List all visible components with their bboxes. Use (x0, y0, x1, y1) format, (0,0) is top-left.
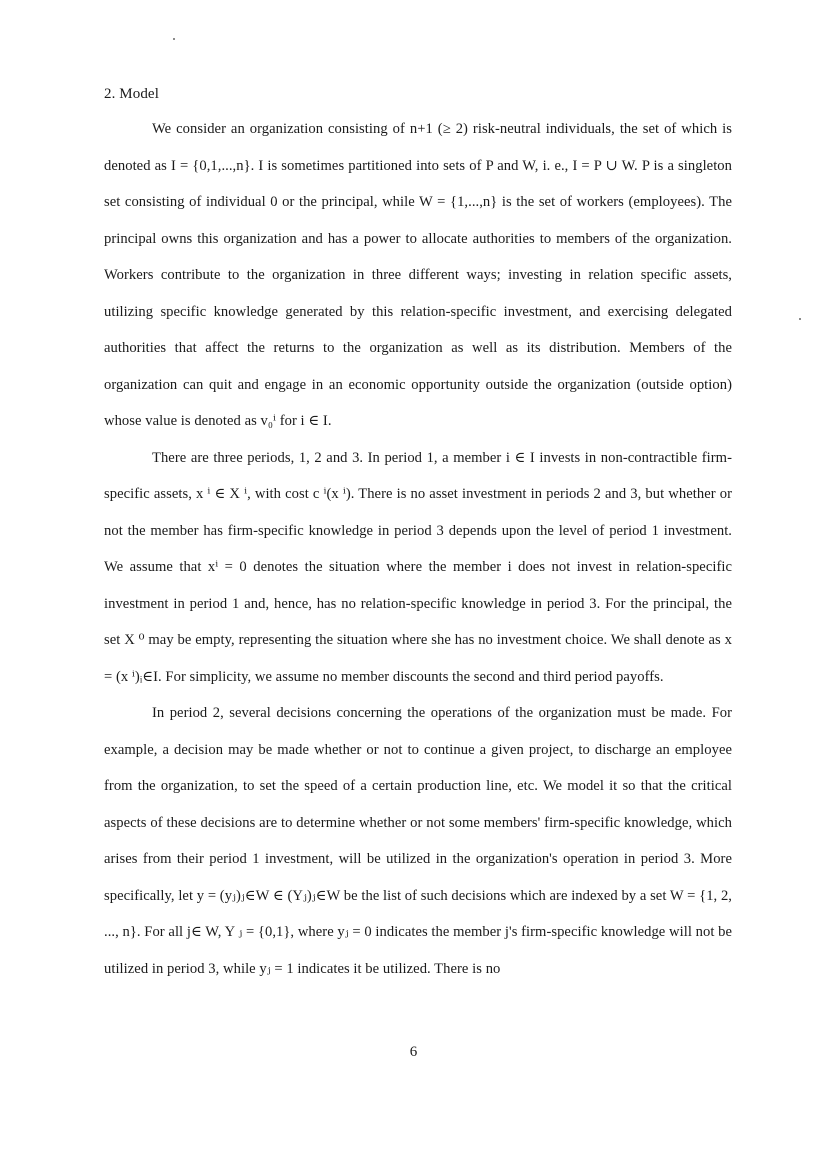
body-text (104, 111, 732, 987)
paragraph-1: We consider an organization consisting of n+1 (≥ 2) risk-neutral individuals, the set of which is denoted as I = {0,1,...,n}. I is sometimes partitioned into sets of P and W, i. e., I = P ∪ W. P is a singleton set consisting of individual 0 or the principal, while W = {1,...,n} is the set of workers (employees). The principal owns this organization and has a power to allocate authorities to members of the organization. Workers contribute to the organization in three different ways; investing in relation specific assets, utilizing specific knowledge generated by this relation-specific investment, and exercising delegated authorities that affect the returns to the organization as well as its distribution. Members of the organization can quit and engage in an economic opportunity outside the organization (outside option) whose value is denoted as v₀ⁱ for i ∈ I. (104, 121, 732, 429)
paragraph-2: There are three periods, 1, 2 and 3. In period 1, a member i ∈ I invests in non-contractible firm-specific assets, x ⁱ ∈ X ⁱ, with cost c ⁱ(x ⁱ). There is no asset investment in periods 2 and 3, but whether or not the member has firm-specific knowledge in period 3 depends upon the level of period 1 investment. We assume that xⁱ = 0 denotes the situation where the member i does not invest in relation-specific investment in period 1 and, hence, has no relation-specific knowledge in period 3. For the principal, the set X ⁰ may be empty, representing the situation where she has no investment choice. We shall denote as x = (x ⁱ)ᵢ∈I. For simplicity, we assume no member discounts the second and third period payoffs. (104, 449, 732, 685)
paragraph-3: In period 2, several decisions concerning the operations of the organization must be made. For example, a decision may be made whether or not to continue a given project, to discharge an employee from the organization, to set the speed of a certain production line, etc. We model it so that the critical aspects of these decisions are to determine whether or not some members' firm-specific knowledge, which arises from their period 1 investment, will be utilized in the organization's operation in period 3. More specifically, let y = (yⱼ)ⱼ∈W ∈ (Yⱼ)ⱼ∈W be the list of such decisions which are indexed by a set W = {1, 2, ..., n}. For all j∈ W, Y ⱼ = {0,1}, where yⱼ = 0 indicates the member j's firm-specific knowledge will not be utilized in period 3, while yⱼ = 1 indicates it be utilized. There is no (104, 705, 732, 977)
scan-speck (799, 318, 801, 320)
page-number: 6 (409, 1044, 418, 1060)
scan-speck (173, 38, 175, 40)
section-heading: 2. Model (104, 86, 159, 102)
